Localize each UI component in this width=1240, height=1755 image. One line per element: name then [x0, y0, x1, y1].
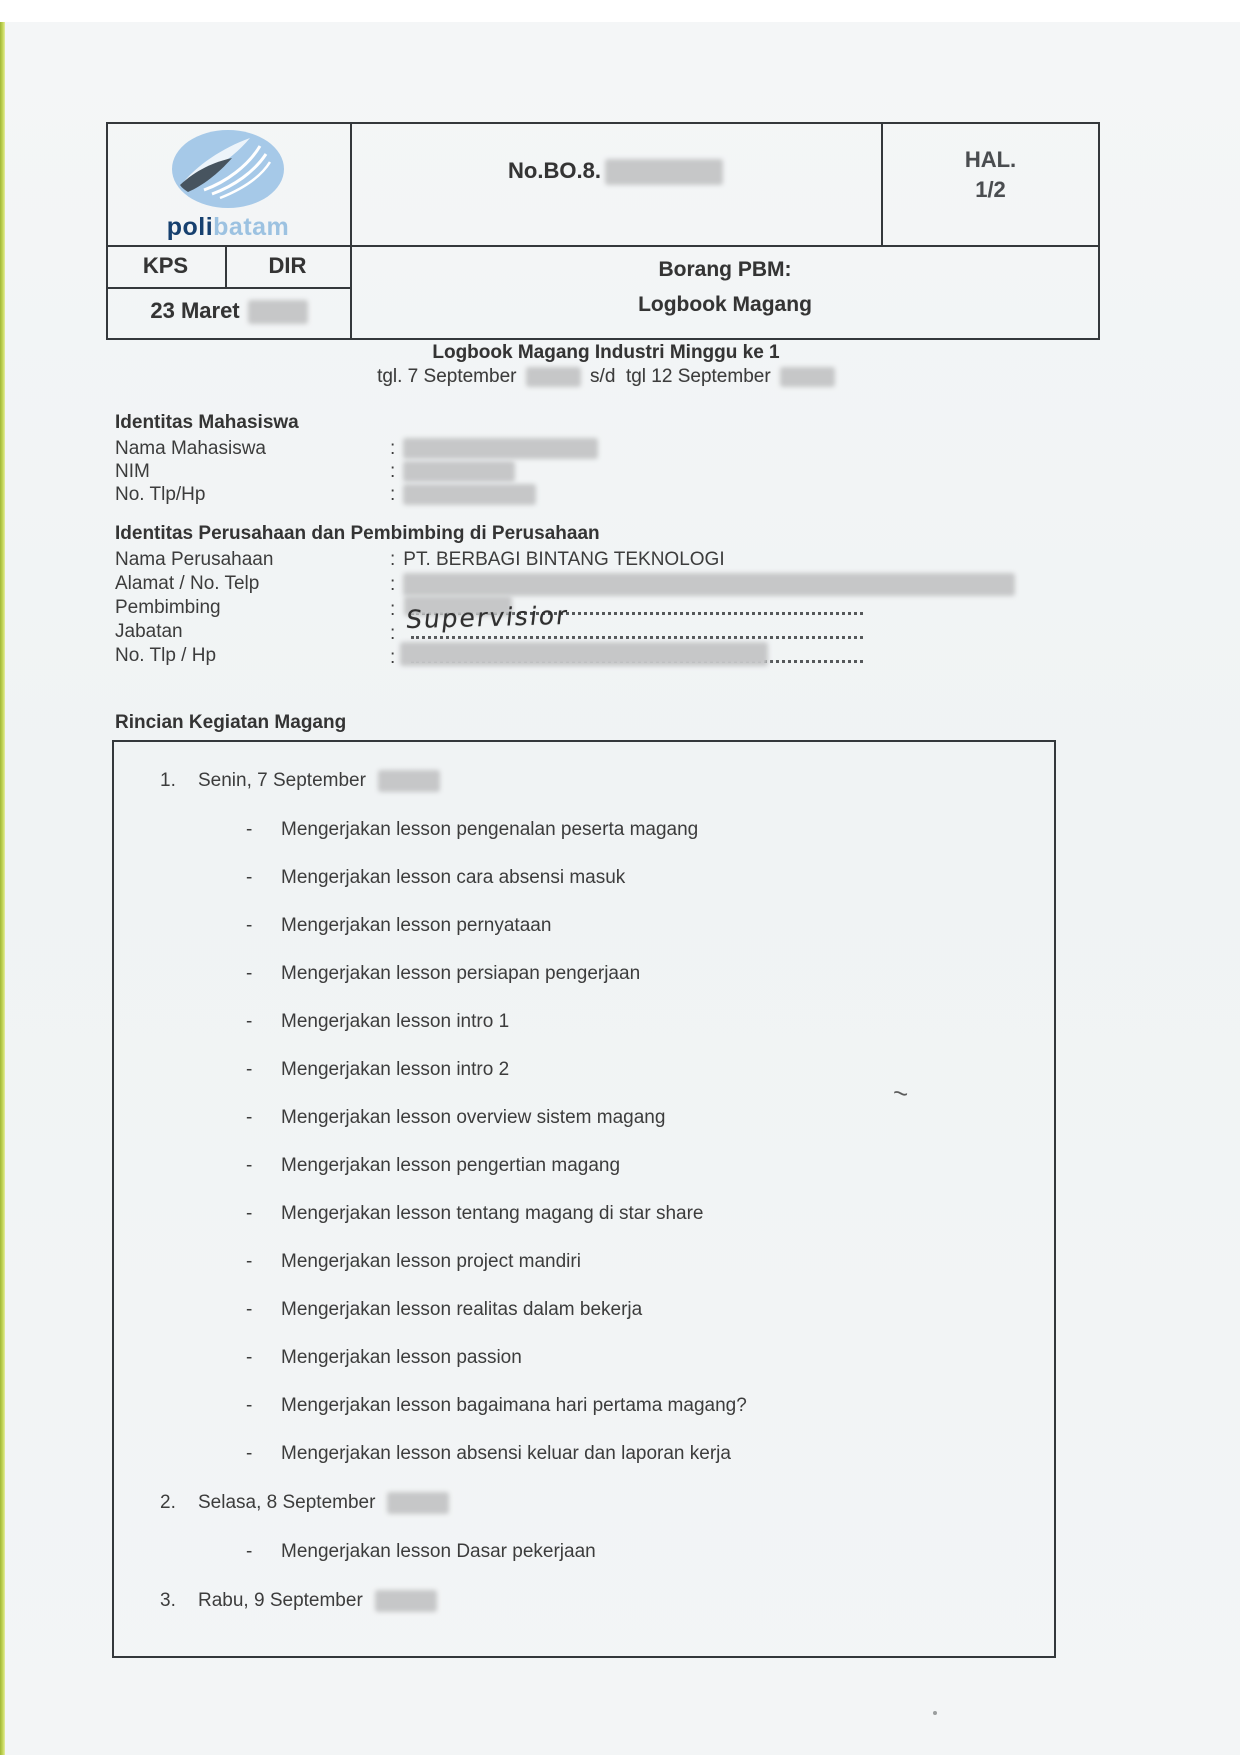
- polibatam-logo-mark: [168, 128, 288, 210]
- day-title: Rabu, 9 September: [198, 1590, 363, 1612]
- logo-text-poli: poli: [166, 213, 214, 241]
- hal-label: HAL.: [964, 147, 1017, 172]
- company-name: PT. BERBAGI BINTANG TEKNOLOGI: [403, 549, 725, 570]
- dash-bullet: -: [246, 867, 253, 888]
- dash-bullet: -: [246, 1107, 253, 1128]
- day-title: Selasa, 8 September: [198, 1492, 376, 1514]
- day-heading: [160, 1492, 1034, 1514]
- activity-item: [246, 1396, 1034, 1416]
- field-label-nama-perusahaan: Nama Perusahaan: [115, 549, 274, 570]
- field-value-nama-perusahaan: : PT. BERBAGI BINTANG TEKNOLOGI: [390, 549, 725, 570]
- redacted-company-address: [403, 573, 1015, 596]
- activity-item-text: Mengerjakan lesson Dasar pekerjaan: [281, 1541, 596, 1562]
- dash-bullet: -: [246, 1155, 253, 1176]
- activity-item: [246, 868, 1034, 888]
- activity-item: [246, 1156, 1034, 1176]
- form-name-cell: [350, 252, 1100, 322]
- activity-item-text: Mengerjakan lesson project mandiri: [281, 1251, 581, 1272]
- section-heading-kegiatan: Rincian Kegiatan Magang: [115, 712, 347, 733]
- activity-item: [246, 1300, 1034, 1320]
- field-label-tlp-mahasiswa: No. Tlp/Hp: [115, 484, 206, 505]
- activity-item-text: Mengerjakan lesson pernyataan: [281, 915, 552, 936]
- hal-value: 1/2: [975, 177, 1006, 202]
- field-value-tlp-pembimbing: :: [390, 645, 863, 669]
- handwritten-jabatan: Supervisior: [404, 600, 571, 635]
- field-label-nama-mahasiswa: Nama Mahasiswa: [115, 438, 266, 459]
- field-label-nim: NIM: [115, 461, 150, 482]
- activity-item-text: Mengerjakan lesson pengenalan peserta magang: [281, 819, 699, 840]
- activity-item-text: Mengerjakan lesson tentang magang di star share: [281, 1203, 704, 1224]
- doc-number: No.BO.8.: [508, 158, 601, 183]
- field-label-tlp-pembimbing: No. Tlp / Hp: [115, 645, 217, 666]
- activity-item: [246, 1252, 1034, 1272]
- dash-bullet: -: [246, 915, 253, 936]
- activity-item-text: Mengerjakan lesson passion: [281, 1347, 522, 1368]
- field-label-alamat: Alamat / No. Telp: [115, 573, 260, 594]
- redacted-year: [526, 367, 581, 387]
- activity-item: [246, 1060, 1034, 1080]
- field-value-tlp-mahasiswa: :: [390, 484, 536, 506]
- section-heading-mahasiswa: Identitas Mahasiswa: [115, 412, 299, 433]
- form-name-line2: Logbook Magang: [638, 293, 812, 316]
- logo-text-batam: batam: [213, 213, 290, 241]
- activity-box: [112, 740, 1056, 1658]
- date-range-to: s/d tgl 12 September: [590, 366, 771, 387]
- activity-item-text: Mengerjakan lesson realitas dalam bekerja: [281, 1299, 643, 1320]
- scan-edge-strip: [0, 22, 5, 1755]
- redacted-doc-number: [605, 159, 723, 185]
- activity-item-text: Mengerjakan lesson intro 2: [281, 1059, 510, 1080]
- field-value-alamat: :: [390, 573, 1015, 596]
- dash-bullet: -: [246, 1011, 253, 1032]
- document-date-range: [112, 366, 1100, 388]
- field-label-pembimbing: Pembimbing: [115, 597, 221, 618]
- day-heading: [160, 770, 1034, 792]
- dash-bullet: -: [246, 1347, 253, 1368]
- activity-item: [246, 1108, 1034, 1128]
- day-title: Senin, 7 September: [198, 770, 366, 792]
- dash-bullet: -: [246, 963, 253, 984]
- field-value-nim: :: [390, 461, 515, 483]
- dash-bullet: -: [246, 819, 253, 840]
- redacted-year: [387, 1492, 449, 1514]
- approval-date-cell: [106, 298, 352, 324]
- dash-bullet: -: [246, 1251, 253, 1272]
- activity-item: [246, 1204, 1034, 1224]
- activity-item-text: Mengerjakan lesson overview sistem magang: [281, 1107, 666, 1128]
- redacted-nim: [403, 461, 515, 482]
- doc-number-cell: [350, 158, 881, 185]
- dash-bullet: -: [246, 1059, 253, 1080]
- activity-item-text: Mengerjakan lesson absensi keluar dan laporan kerja: [281, 1443, 731, 1464]
- polibatam-logo-text: [134, 213, 322, 242]
- kps-cell: KPS: [142, 253, 189, 278]
- dash-bullet: -: [246, 1299, 253, 1320]
- redacted-phone: [403, 484, 536, 505]
- dash-bullet: -: [246, 1443, 253, 1464]
- redacted-year: [248, 300, 308, 324]
- field-value-nama-mahasiswa: :: [390, 438, 598, 460]
- approval-date: 23 Maret: [150, 298, 240, 323]
- pen-mark: ~: [890, 1076, 911, 1110]
- redacted-year: [378, 770, 440, 792]
- field-label-jabatan: Jabatan: [115, 621, 183, 642]
- day-number: 1.: [160, 770, 176, 792]
- document-title: Logbook Magang Industri Minggu ke 1: [432, 342, 780, 363]
- redacted-student-name: [403, 438, 598, 459]
- day-number: 3.: [160, 1590, 176, 1612]
- activity-item: [246, 916, 1034, 936]
- dir-cell: DIR: [268, 253, 307, 278]
- day-heading: [160, 1590, 1034, 1612]
- activity-item: [246, 820, 1034, 840]
- activity-item-text: Mengerjakan lesson pengertian magang: [281, 1155, 621, 1176]
- scan-speck: [933, 1711, 937, 1715]
- section-heading-perusahaan: Identitas Perusahaan dan Pembimbing di Perusahaan: [115, 523, 600, 544]
- day-number: 2.: [160, 1492, 176, 1514]
- form-name-line1: Borang PBM:: [658, 258, 792, 281]
- activity-item: [246, 1444, 1034, 1464]
- activity-item-text: Mengerjakan lesson persiapan pengerjaan: [281, 963, 641, 984]
- field-value-pembimbing: :: [390, 597, 863, 621]
- activity-item-text: Mengerjakan lesson bagaimana hari pertama magang?: [281, 1395, 747, 1416]
- redacted-year: [780, 367, 835, 387]
- dash-bullet: -: [246, 1203, 253, 1224]
- activity-item: [246, 1012, 1034, 1032]
- dash-bullet: -: [246, 1395, 253, 1416]
- dash-bullet: -: [246, 1541, 253, 1562]
- redacted-supervisor-phone: [400, 642, 768, 666]
- polibatam-logo: [134, 128, 322, 242]
- activity-item: [246, 1348, 1034, 1368]
- activity-item: [246, 964, 1034, 984]
- redacted-year: [375, 1590, 437, 1612]
- field-value-jabatan: : Supervisior: [390, 621, 863, 645]
- activity-item-text: Mengerjakan lesson cara absensi masuk: [281, 867, 626, 888]
- date-range-from: tgl. 7 September: [377, 366, 517, 387]
- activity-item: [246, 1542, 1034, 1562]
- activity-item-text: Mengerjakan lesson intro 1: [281, 1011, 510, 1032]
- page-indicator: [881, 145, 1100, 205]
